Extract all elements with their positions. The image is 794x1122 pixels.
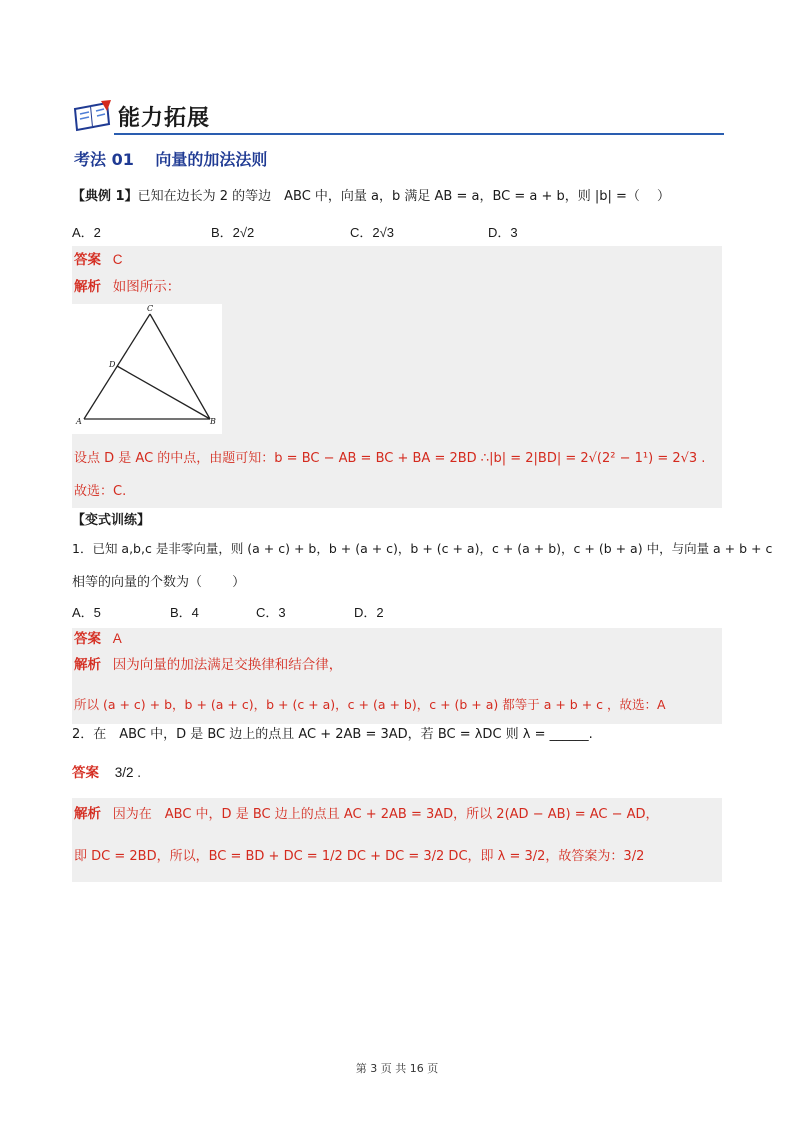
example1-option-d: D．3 (488, 225, 518, 240)
q2-answer-label: 答案 (72, 765, 99, 780)
q1-analysis-line2: 所以 (a + c) + b，b + (a + c)，b + (c + a)，c + (a + b)，c + (b + a) 都等于 a + b + c ，故选：A (74, 697, 666, 712)
header-rule (114, 133, 724, 135)
triangle-figure (72, 304, 222, 434)
vertex-c: C (147, 304, 154, 313)
example1-answer-label: 答案 (74, 252, 101, 267)
q1-option-a: A．5 (72, 605, 101, 620)
vertex-b: B (210, 417, 216, 426)
vertex-d: D (109, 360, 116, 369)
q2-analysis-line2: 即 DC = 2BD，所以，BC = BD + DC = 1/2 DC + DC = 3/2 DC，即 λ = 3/2，故答案为：3/2 (74, 849, 645, 864)
example1-analysis-label: 解析 (74, 279, 101, 294)
example1-option-a: A．2 (72, 225, 101, 240)
example1-option-c: C．2√3 (350, 225, 394, 240)
segment-bd (117, 366, 210, 419)
q1-answer: A (112, 631, 122, 646)
example1-question (72, 188, 670, 206)
q2-text: 2．在 ABC 中，D 是 BC 边上的点且 AC + 2AB = 3AD，若 BC = λDC 则 λ = ______. (72, 727, 593, 742)
q1-solution-box (72, 628, 722, 724)
q2-analysis-line1: 因为在 ABC 中，D 是 BC 边上的点且 AC + 2AB = 3AD，所以 2(AD − AB) = AC − AD， (112, 807, 659, 822)
example1-text: 已知在边长为 2 的等边 ABC 中，向量 a，b 满足 AB = a，BC = a + b，则 |b| =（ ） (137, 189, 671, 204)
q1-answer-label: 答案 (74, 631, 101, 646)
example1-analysis-body: 设点 D 是 AC 的中点，由题可知：b = BC − AB = BC + BA = 2BD ∴|b| = 2|BD| = 2√(2² − 1¹) = 2√3 . (74, 451, 706, 466)
example1-answer: C (112, 252, 123, 267)
example1-options (72, 222, 672, 242)
side-bc (150, 314, 210, 419)
q2-solution-box (72, 798, 722, 882)
q2-answer: 3/2 . (114, 765, 142, 780)
example1-option-b: B．2√2 (211, 225, 255, 240)
header-title: 能力拓展 (118, 106, 211, 131)
header (72, 95, 724, 137)
q1-options (72, 602, 472, 622)
example1-analysis-intro: 如图所示： (112, 279, 181, 294)
q1-analysis-label: 解析 (74, 657, 101, 672)
vertex-a: A (76, 417, 82, 426)
q1-text-line1: 1．已知 a,b,c 是非零向量，则 (a + c) + b，b + (a + c)，b + (c + a)，c + (a + b)，c + (b + a) 中，与向量 a + b + c (72, 541, 773, 556)
training-tag: 【变式训练】 (72, 513, 151, 528)
example1-analysis-end: 故选：C. (74, 484, 127, 499)
q1-option-b: B．4 (170, 605, 199, 620)
page-footer: 第 3 页 共 16 页 (355, 1062, 439, 1075)
example1-solution-box (72, 246, 722, 508)
section-title: 考法 01 向量的加法法则 (74, 150, 268, 169)
q1-analysis-line1: 因为向量的加法满足交换律和结合律， (112, 657, 343, 673)
q1-option-d: D．2 (354, 605, 384, 620)
q2-analysis-label: 解析 (74, 806, 101, 821)
q1-text-line2: 相等的向量的个数为（ ） (72, 575, 246, 590)
q1-option-c: C．3 (256, 605, 286, 620)
book-pen-icon (72, 99, 114, 133)
example1-tag: 【典例 1】 (72, 189, 138, 204)
